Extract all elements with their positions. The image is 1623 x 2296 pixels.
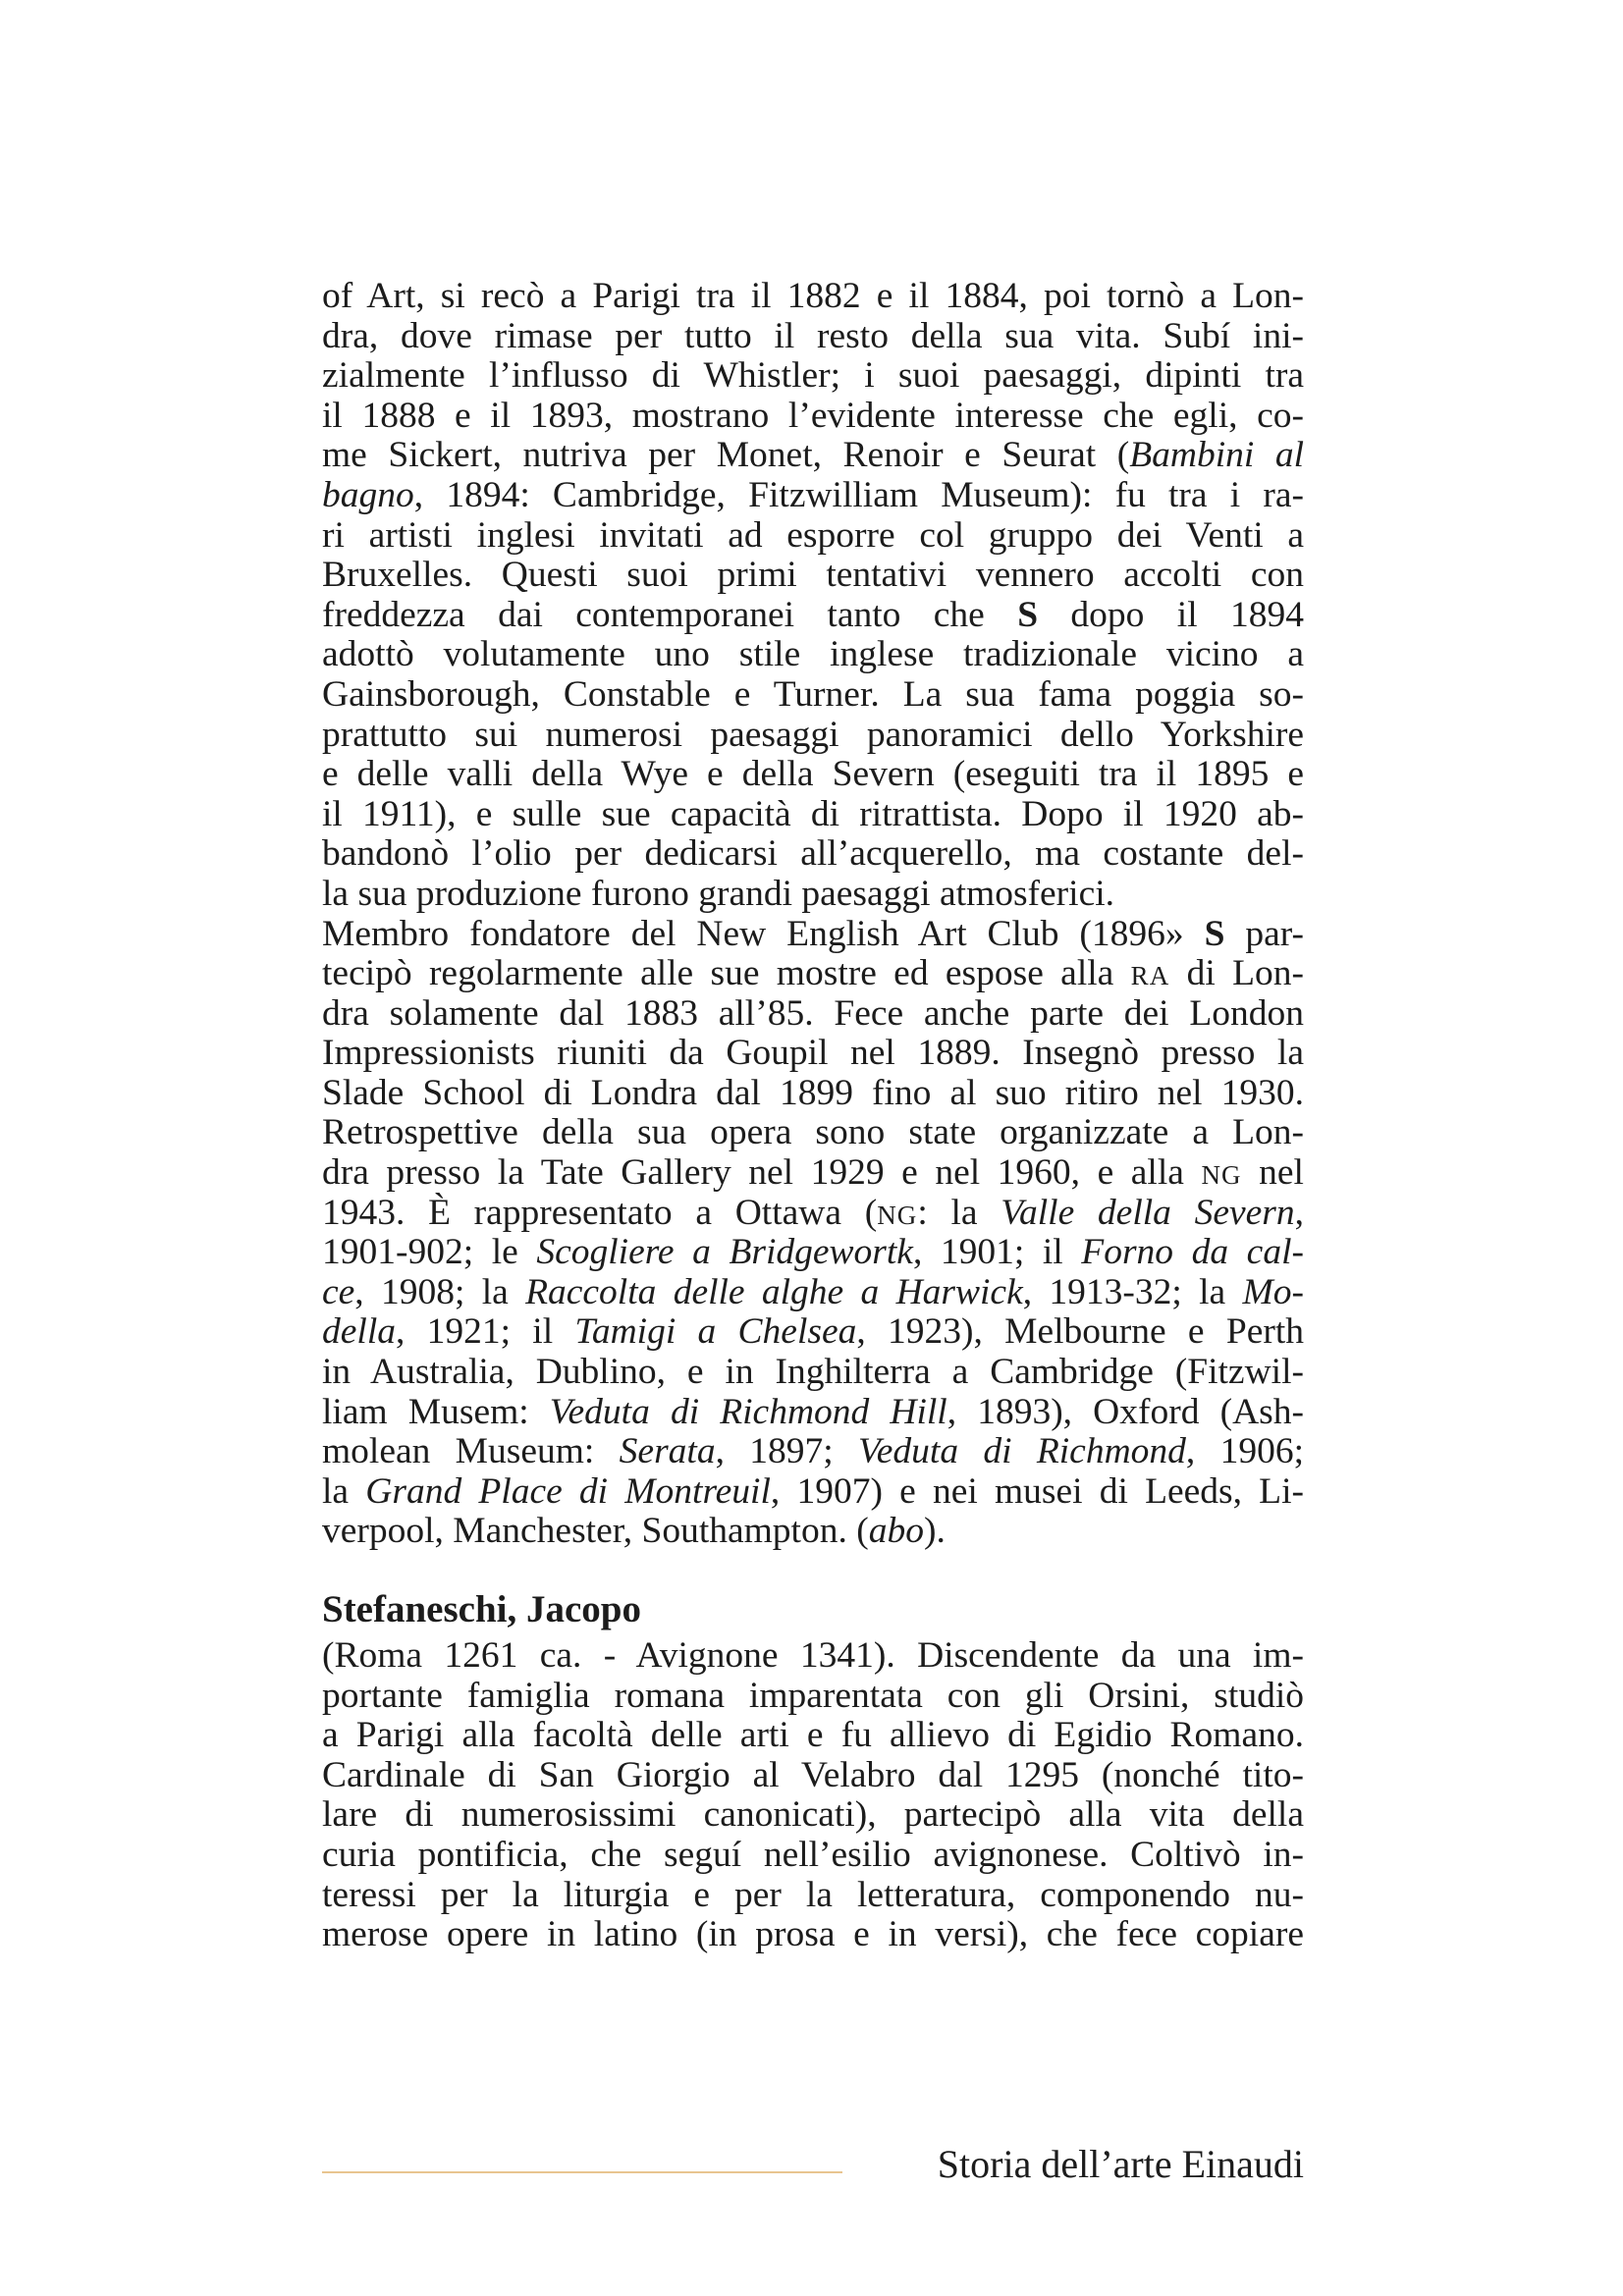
footer-rule <box>322 2171 842 2173</box>
entry-heading: Stefaneschi, Jacopo <box>322 1588 641 1630</box>
text-line <box>322 1432 1304 1472</box>
text-run: 1943. È rappresentato a Ottawa ( <box>322 1192 878 1233</box>
text-run: me Sickert, nutriva per Monet, Renoir e Seurat ( <box>322 435 1130 476</box>
text-line: of Art, si recò a Parigi tra il 1882 e il 1884, poi tornò a Lon- <box>322 276 1304 316</box>
text-line <box>322 596 1304 636</box>
abbreviation: NG <box>877 1200 918 1230</box>
text-line <box>322 915 1304 955</box>
artwork-title: Raccolta delle alghe a Harwick <box>525 1271 1023 1312</box>
text-run: dra presso la Tate Gallery nel 1929 e nel 1960, e alla <box>322 1152 1202 1194</box>
text-line: (Roma 1261 ca. - Avignone 1341). Discendente da una im- <box>322 1635 1304 1676</box>
text-run: , 1906; <box>1185 1431 1305 1472</box>
text-line: bandonò l’olio per dedicarsi all’acquerello, ma costante del- <box>322 833 1304 875</box>
text-line: curia pontificia, che seguí nell’esilio avignonese. Coltivò in- <box>322 1834 1304 1875</box>
author-initials: abo <box>868 1511 924 1552</box>
artwork-title: Bambini al <box>1129 435 1304 476</box>
artwork-title: ce <box>322 1271 355 1312</box>
text-line: Gainsborough, Constable e Turner. La sua fama poggia so- <box>322 673 1304 715</box>
text-run: par- <box>1224 913 1305 954</box>
text-run: nel <box>1241 1152 1304 1194</box>
entry-continuation <box>322 277 1304 1552</box>
text-line: Slade School di Londra dal 1899 fino al suo ritiro nel 1930. <box>322 1072 1304 1113</box>
text-run: di Lon- <box>1169 953 1304 994</box>
artwork-title: della <box>322 1311 396 1353</box>
text-run: , <box>1294 1192 1305 1233</box>
artwork-title: Mo- <box>1242 1271 1304 1312</box>
text-line: il 1911), e sulle sue capacità di ritrattista. Dopo il 1920 ab- <box>322 793 1304 834</box>
text-line <box>322 1153 1304 1194</box>
artwork-title: Valle della Severn <box>1001 1192 1295 1233</box>
artwork-title: Forno da cal- <box>1081 1232 1304 1273</box>
text-line: la sua produzione furono grandi paesaggi atmosferici. <box>322 873 1115 914</box>
abbreviation: NG <box>1201 1160 1242 1191</box>
artwork-title: Veduta di Richmond Hill <box>549 1391 947 1432</box>
text-run: tecipò regolarmente alle sue mostre ed espose alla <box>322 953 1131 994</box>
text-run: la <box>322 1470 366 1512</box>
text-line: adottò volutamente uno stile inglese tradizionale vicino a <box>322 634 1304 675</box>
text-run: 1901-902; le <box>322 1232 537 1273</box>
artwork-title: bagno <box>322 474 414 515</box>
text-line: Bruxelles. Questi suoi primi tentativi vennero accolti con <box>322 555 1304 596</box>
text-line: Cardinale di San Giorgio al Velabro dal 1295 (nonché tito- <box>322 1754 1304 1795</box>
text-line <box>322 954 1304 994</box>
text-run: , 1907) e nei musei di Leeds, Li- <box>770 1470 1304 1512</box>
page-body <box>322 277 1304 1955</box>
text-line <box>322 1393 1304 1433</box>
text-run: verpool, Manchester, Southampton. ( <box>322 1511 869 1552</box>
text-line: dra, dove rimase per tutto il resto della sua vita. Subí ini- <box>322 315 1304 356</box>
text-run: , 1897; <box>715 1431 858 1472</box>
text-line: ri artisti inglesi invitati ad esporre col gruppo dei Venti a <box>322 514 1304 556</box>
footer-publication-title: Storia dell’arte Einaudi <box>937 2142 1304 2186</box>
text-run: , 1921; il <box>395 1311 575 1353</box>
text-line: Impressionists riuniti da Goupil nel 1889. Insegnò presso la <box>322 1033 1304 1074</box>
text-line: dra solamente dal 1883 all’85. Fece anche parte dei London <box>322 992 1304 1034</box>
text-line <box>322 1312 1304 1353</box>
text-line <box>322 476 1304 516</box>
text-run: , 1901; il <box>912 1232 1082 1273</box>
text-line: prattutto sui numerosi paesaggi panoramici dello Yorkshire <box>322 714 1304 755</box>
artwork-title: Serata <box>619 1431 716 1472</box>
text-run: , 1893), Oxford (Ash- <box>947 1391 1304 1432</box>
text-run: freddezza dai contemporanei tanto che <box>322 594 1018 635</box>
text-run: : la <box>917 1192 1001 1233</box>
text-line <box>322 1194 1304 1234</box>
text-line: il 1888 e il 1893, mostrano l’evidente interesse che egli, co- <box>322 395 1304 436</box>
subject-initial: S <box>1017 594 1039 635</box>
text-run: liam Musem: <box>322 1391 550 1432</box>
artwork-title: Scogliere a Bridgewortk <box>536 1232 913 1273</box>
text-run: dopo il 1894 <box>1038 594 1304 635</box>
text-line <box>322 1472 1304 1513</box>
artwork-title: Veduta di Richmond <box>858 1431 1186 1472</box>
subject-initial: S <box>1204 913 1225 954</box>
entry-stefaneschi <box>322 1587 1304 1955</box>
text-line: zialmente l’influsso di Whistler; i suoi paesaggi, dipinti tra <box>322 355 1304 397</box>
text-line: a Parigi alla facoltà delle arti e fu allievo di Egidio Romano. <box>322 1715 1304 1756</box>
artwork-title: Tamigi a Chelsea <box>574 1311 857 1353</box>
text-line <box>322 1273 1304 1313</box>
text-line <box>322 1512 1304 1552</box>
text-line: e delle valli della Wye e della Severn (eseguiti tra il 1895 e <box>322 754 1304 795</box>
text-line: teressi per la liturgia e per la letteratura, componendo nu- <box>322 1874 1304 1915</box>
text-line: portante famiglia romana imparentata con gli Orsini, studiò <box>322 1675 1304 1716</box>
text-line: merose opere in latino (in prosa e in versi), che fece copiare <box>322 1914 1304 1955</box>
text-run: , 1894: Cambridge, Fitzwilliam Museum): fu tra i ra- <box>413 474 1304 515</box>
text-run: Membro fondatore del New English Art Club (1896» <box>322 913 1205 954</box>
text-run: ). <box>923 1511 946 1552</box>
abbreviation: RA <box>1130 961 1170 991</box>
text-line <box>322 436 1304 476</box>
artwork-title: Grand Place di Montreuil <box>365 1470 771 1512</box>
text-line: Retrospettive della sua opera sono state organizzate a Lon- <box>322 1112 1304 1153</box>
text-line: lare di numerosissimi canonicati), partecipò alla vita della <box>322 1794 1304 1836</box>
text-line: in Australia, Dublino, e in Inghilterra a Cambridge (Fitzwil- <box>322 1352 1304 1393</box>
text-run: , 1908; la <box>354 1271 526 1312</box>
text-line <box>322 1233 1304 1273</box>
text-run: molean Museum: <box>322 1431 620 1472</box>
text-run: , 1923), Melbourne e Perth <box>856 1311 1304 1353</box>
text-run: , 1913-32; la <box>1022 1271 1243 1312</box>
